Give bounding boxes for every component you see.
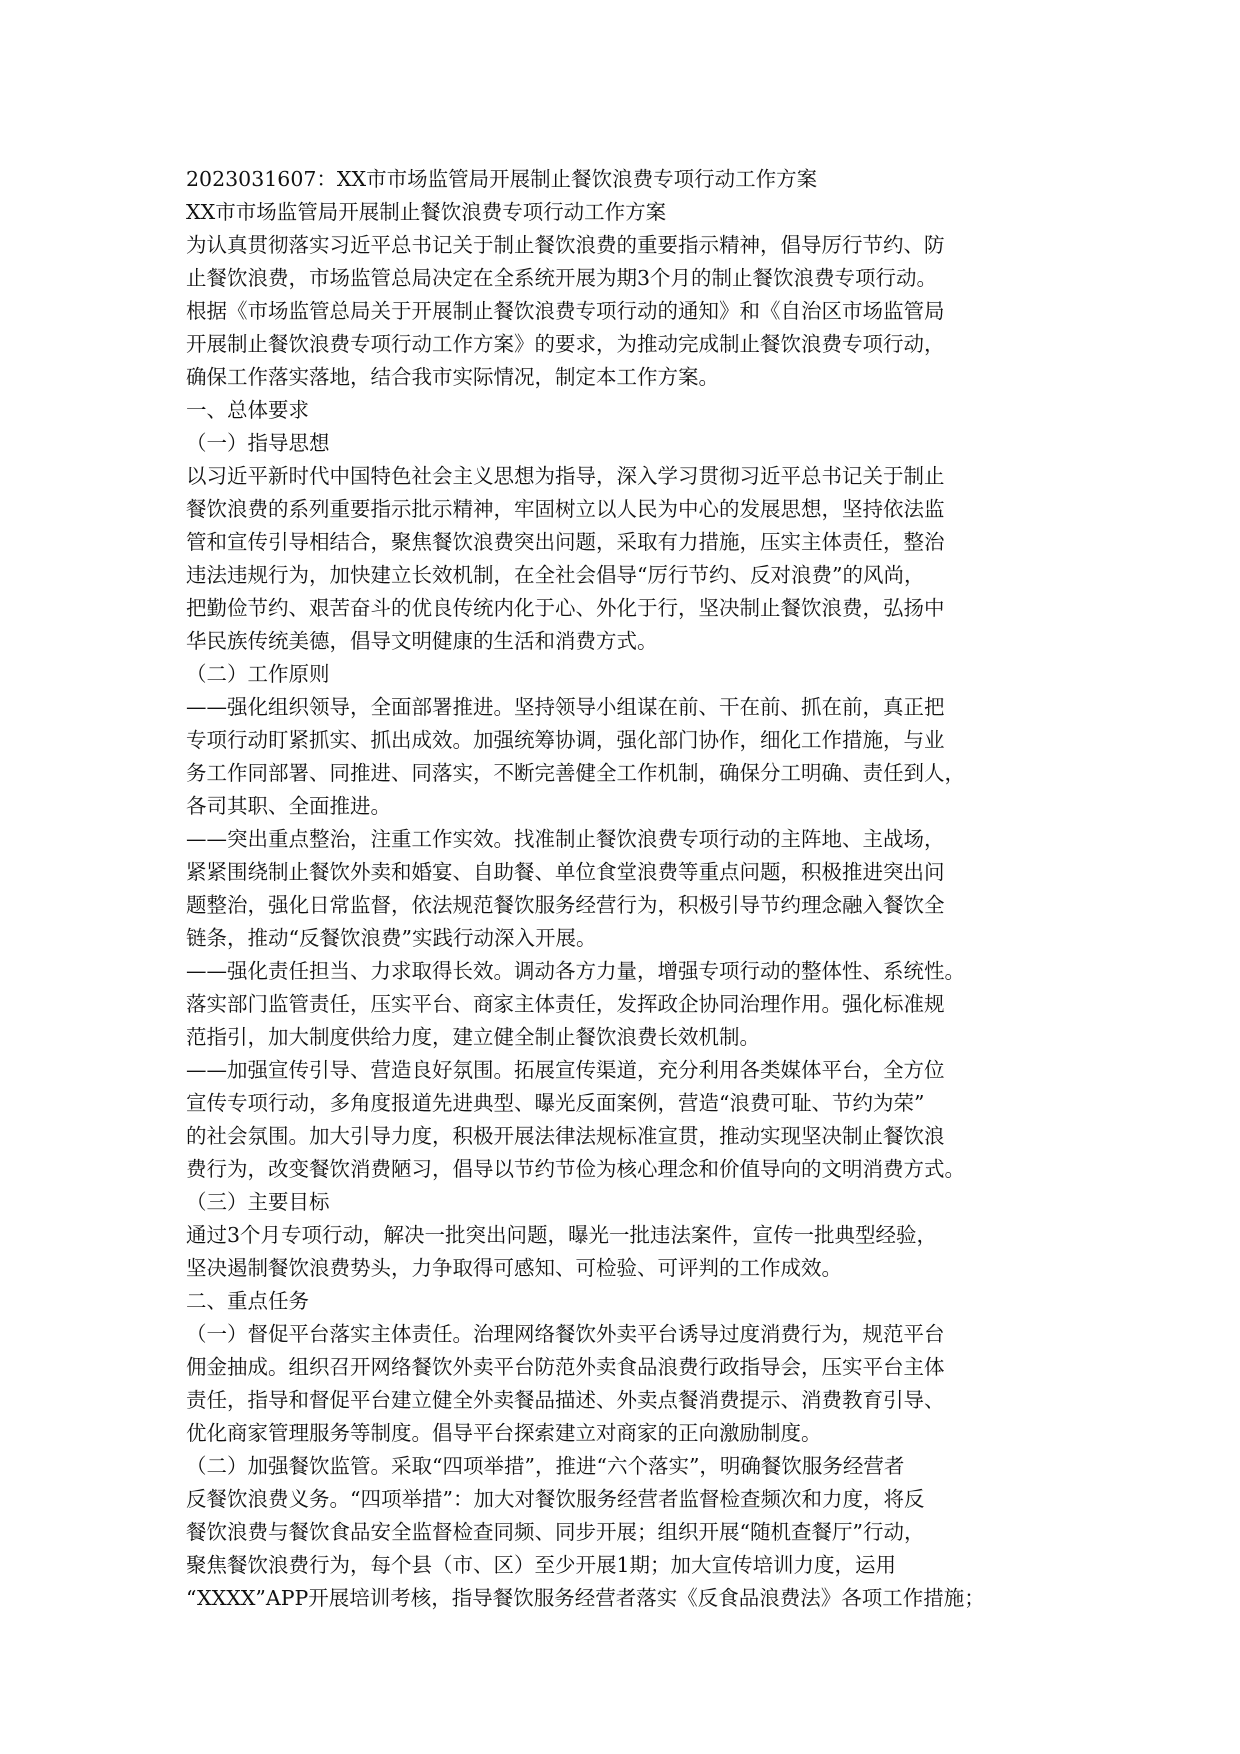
document-line: 把勤俭节约、艰苦奋斗的优良传统内化于心、外化于行，坚决制止餐饮浪费，弘扬中 xyxy=(186,596,945,620)
document-line: （二）工作原则 xyxy=(186,662,330,686)
document-line: 坚决遏制餐饮浪费势头，力争取得可感知、可检验、可评判的工作成效。 xyxy=(186,1256,842,1280)
document-header-line: 2023031607：XX市市场监管局开展制止餐饮浪费专项行动工作方案 xyxy=(186,167,818,191)
document-line: 链条，推动“反餐饮浪费”实践行动深入开展。 xyxy=(186,926,597,950)
document-line: 违法违规行为，加快建立长效机制，在全社会倡导“厉行节约、反对浪费”的风尚， xyxy=(186,563,925,587)
document-line: 各司其职、全面推进。 xyxy=(186,794,391,818)
document-line: 以习近平新时代中国特色社会主义思想为指导，深入学习贯彻习近平总书记关于制止 xyxy=(186,464,945,488)
document-line: 紧紧围绕制止餐饮外卖和婚宴、自助餐、单位食堂浪费等重点问题，积极推进突出问 xyxy=(186,860,945,884)
document-line: ——强化组织领导，全面部署推进。坚持领导小组谋在前、干在前、抓在前，真正把 xyxy=(186,695,945,719)
document-line: 落实部门监管责任，压实平台、商家主体责任，发挥政企协同治理作用。强化标准规 xyxy=(186,992,945,1016)
document-line: ——加强宣传引导、营造良好氛围。拓展宣传渠道，充分利用各类媒体平台，全方位 xyxy=(186,1058,945,1082)
document-line: 宣传专项行动，多角度报道先进典型、曝光反面案例，营造“浪费可耻、节约为荣” xyxy=(186,1091,925,1115)
document-line: 务工作同部署、同推进、同落实，不断完善健全工作机制，确保分工明确、责任到人， xyxy=(186,761,965,785)
document-line: 管和宣传引导相结合，聚焦餐饮浪费突出问题，采取有力措施，压实主体责任，整治 xyxy=(186,530,945,554)
document-line: （一）督促平台落实主体责任。治理网络餐饮外卖平台诱导过度消费行为，规范平台 xyxy=(186,1322,945,1346)
document-line: （二）加强餐饮监管。采取“四项举措”，推进“六个落实”，明确餐饮服务经营者 xyxy=(186,1454,905,1478)
document-line: 反餐饮浪费义务。“四项举措”：加大对餐饮服务经营者监督检查频次和力度，将反 xyxy=(186,1487,925,1511)
document-line: 佣金抽成。组织召开网络餐饮外卖平台防范外卖食品浪费行政指导会，压实平台主体 xyxy=(186,1355,945,1379)
document-line: （三）主要目标 xyxy=(186,1190,330,1214)
document-line: 餐饮浪费与餐饮食品安全监督检查同频、同步开展；组织开展“随机查餐厅”行动， xyxy=(186,1520,925,1544)
document-line: 开展制止餐饮浪费专项行动工作方案》的要求，为推动完成制止餐饮浪费专项行动， xyxy=(186,332,945,356)
document-line: 费行为，改变餐饮消费陋习，倡导以节约节俭为核心理念和价值导向的文明消费方式。 xyxy=(186,1157,965,1181)
document-line: 范指引，加大制度供给力度，建立健全制止餐饮浪费长效机制。 xyxy=(186,1025,760,1049)
document-line: ——强化责任担当、力求取得长效。调动各方力量，增强专项行动的整体性、系统性。 xyxy=(186,959,965,983)
document-line: （一）指导思想 xyxy=(186,431,330,455)
document-line: 题整治，强化日常监督，依法规范餐饮服务经营行为，积极引导节约理念融入餐饮全 xyxy=(186,893,945,917)
document-line: 为认真贯彻落实习近平总书记关于制止餐饮浪费的重要指示精神，倡导厉行节约、防 xyxy=(186,233,945,257)
document-line: 止餐饮浪费，市场监管总局决定在全系统开展为期3个月的制止餐饮浪费专项行动。 xyxy=(186,266,938,290)
document-line: 餐饮浪费的系列重要指示批示精神，牢固树立以人民为中心的发展思想，坚持依法监 xyxy=(186,497,945,521)
document-line: 一、总体要求 xyxy=(186,398,309,422)
document-line: 确保工作落实落地，结合我市实际情况，制定本工作方案。 xyxy=(186,365,719,389)
document-line: 责任，指导和督促平台建立健全外卖餐品描述、外卖点餐消费提示、消费教育引导、 xyxy=(186,1388,945,1412)
document-line: 二、重点任务 xyxy=(186,1289,309,1313)
document-line: 华民族传统美德，倡导文明健康的生活和消费方式。 xyxy=(186,629,658,653)
document-body xyxy=(186,229,1054,1615)
document-line: ——突出重点整治，注重工作实效。找准制止餐饮浪费专项行动的主阵地、主战场， xyxy=(186,827,945,851)
document-page xyxy=(186,163,1054,1615)
document-line: 专项行动盯紧抓实、抓出成效。加强统筹协调，强化部门协作，细化工作措施，与业 xyxy=(186,728,945,752)
document-title: XX市市场监管局开展制止餐饮浪费专项行动工作方案 xyxy=(186,200,667,224)
document-line: “XXXX”APP开展培训考核，指导餐饮服务经营者落实《反食品浪费法》各项工作措施； xyxy=(186,1586,985,1610)
document-line: 通过3个月专项行动，解决一批突出问题，曝光一批违法案件，宣传一批典型经验， xyxy=(186,1223,938,1247)
document-line: 优化商家管理服务等制度。倡导平台探索建立对商家的正向激励制度。 xyxy=(186,1421,822,1445)
document-line: 聚焦餐饮浪费行为，每个县（市、区）至少开展1期；加大宣传培训力度，运用 xyxy=(186,1553,897,1577)
document-line: 根据《市场监管总局关于开展制止餐饮浪费专项行动的通知》和《自治区市场监管局 xyxy=(186,299,945,323)
document-line: 的社会氛围。加大引导力度，积极开展法律法规标准宣贯，推动实现坚决制止餐饮浪 xyxy=(186,1124,945,1148)
